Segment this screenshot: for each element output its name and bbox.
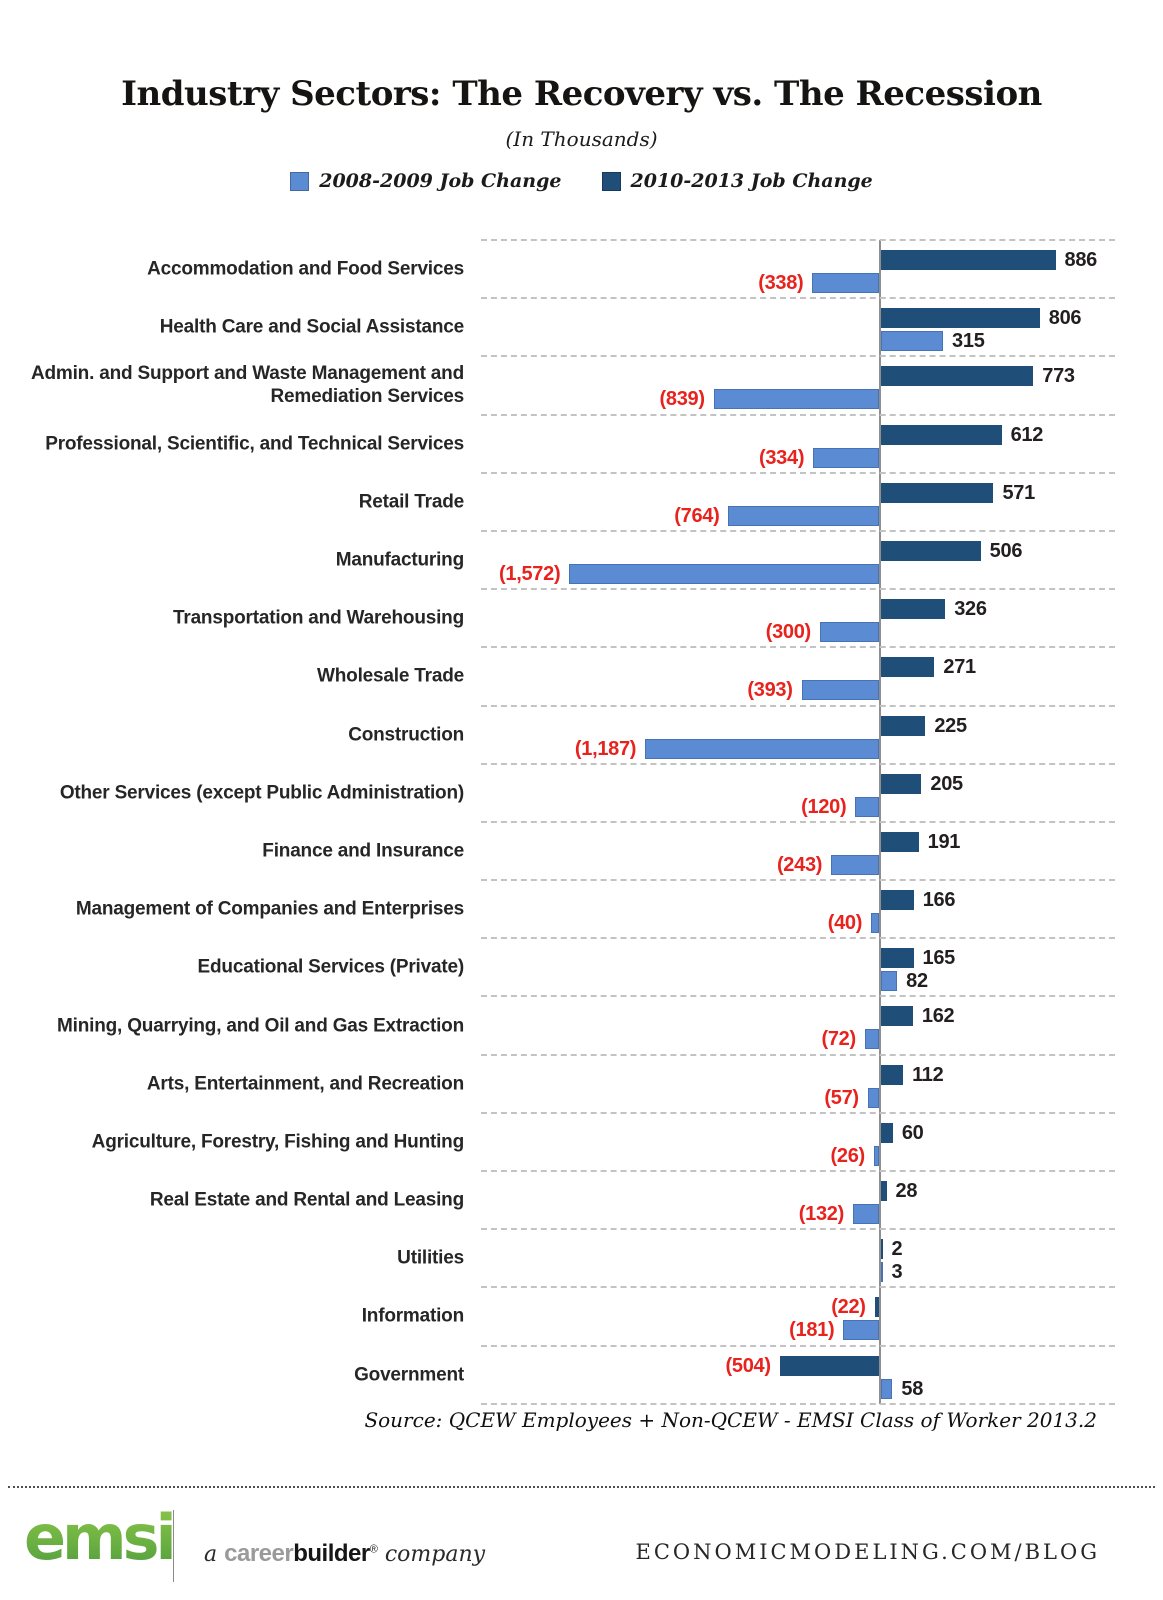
category-label: Other Services (except Public Administration) [59, 782, 464, 804]
footer-divider-line [8, 1486, 1155, 1488]
legend-swatch-2008-2009 [290, 172, 309, 191]
chart-row [0, 240, 1163, 298]
chart-row [0, 531, 1163, 589]
chart-row [0, 1171, 1163, 1229]
bar-2010-2013-job-change [881, 948, 914, 968]
bar-2010-2013-job-change [881, 716, 925, 736]
chart-row [0, 880, 1163, 938]
category-label: Information [361, 1305, 464, 1327]
value-label-2008-2009: (243) [776, 853, 823, 876]
chart-row [0, 356, 1163, 414]
chart-row [0, 822, 1163, 880]
chart-subtitle: (In Thousands) [505, 127, 658, 151]
emsi-logo: emsi [24, 1501, 173, 1574]
tagline-suffix: company [384, 1542, 486, 1567]
value-label-2008-2009: (181) [789, 1319, 835, 1342]
value-label-2010-2013: 166 [922, 889, 956, 912]
bar-2010-2013-job-change [780, 1356, 879, 1376]
category-label: Manufacturing [335, 549, 464, 571]
value-label-2008-2009: 58 [901, 1377, 924, 1400]
value-label-2008-2009: (120) [801, 795, 847, 818]
bar-2010-2013-job-change [881, 890, 914, 910]
bar-2008-2009-job-change [843, 1320, 879, 1340]
value-label-2010-2013: (504) [725, 1354, 771, 1377]
value-label-2010-2013: 162 [921, 1005, 955, 1028]
value-label-2010-2013: (22) [831, 1296, 866, 1319]
logo-separator [173, 1510, 174, 1582]
value-label-2008-2009: (1,572) [499, 562, 561, 585]
chart-legend [0, 170, 1163, 192]
bar-2010-2013-job-change [881, 250, 1056, 270]
bar-2008-2009-job-change [728, 506, 879, 526]
bar-2008-2009-job-change [645, 739, 879, 759]
legend-label-2008-2009: 2008-2009 Job Change [319, 170, 562, 192]
value-label-2010-2013: 112 [912, 1063, 944, 1086]
bar-2008-2009-job-change [881, 971, 897, 991]
value-label-2008-2009: 315 [952, 330, 985, 353]
category-label: Government [354, 1364, 464, 1386]
chart-row [0, 938, 1163, 996]
tagline-builder: builder [293, 1540, 370, 1567]
category-label: Finance and Insurance [262, 840, 464, 862]
bar-2008-2009-job-change [871, 913, 879, 933]
category-label: Arts, Entertainment, and Recreation [146, 1073, 464, 1095]
bar-2010-2013-job-change [881, 599, 945, 619]
value-label-2008-2009: (338) [758, 272, 804, 294]
value-label-2010-2013: 205 [930, 772, 963, 795]
category-label: Health Care and Social Assistance [159, 316, 464, 338]
bar-2010-2013-job-change [881, 657, 934, 677]
bar-2008-2009-job-change [820, 622, 879, 642]
bar-2010-2013-job-change [881, 366, 1033, 386]
bar-2008-2009-job-change [812, 273, 879, 293]
bar-2010-2013-job-change [881, 1181, 887, 1201]
value-label-2008-2009: (72) [821, 1028, 856, 1051]
tagline-prefix: a [204, 1542, 218, 1567]
value-label-2010-2013: 326 [954, 598, 987, 621]
bar-2008-2009-job-change [865, 1029, 879, 1049]
category-label: Utilities [397, 1247, 464, 1269]
bar-2010-2013-job-change [881, 1065, 903, 1085]
page-title: Industry Sectors: The Recovery vs. The Recession [121, 74, 1042, 114]
bar-2008-2009-job-change [868, 1088, 879, 1108]
chart-row [0, 764, 1163, 822]
bar-2008-2009-job-change [874, 1146, 879, 1166]
bar-2010-2013-job-change [881, 1006, 913, 1026]
value-label-2010-2013: 612 [1010, 423, 1044, 446]
chart-row [0, 1113, 1163, 1171]
value-label-2010-2013: 60 [901, 1121, 924, 1144]
value-label-2010-2013: 571 [1002, 481, 1035, 504]
value-label-2010-2013: 225 [934, 714, 967, 737]
value-label-2010-2013: 806 [1048, 307, 1082, 330]
chart-row [0, 1055, 1163, 1113]
value-label-2008-2009: (300) [765, 621, 811, 644]
value-label-2008-2009: (764) [674, 504, 720, 527]
chart-row [0, 706, 1163, 764]
careerbuilder-tagline [204, 1540, 485, 1568]
chart-row [0, 1229, 1163, 1287]
bar-2008-2009-job-change [881, 331, 943, 351]
category-label: Agriculture, Forestry, Fishing and Hunting [91, 1131, 464, 1153]
value-label-2010-2013: 886 [1064, 249, 1098, 271]
legend-label-2010-2013: 2010-2013 Job Change [630, 170, 873, 192]
category-label: Admin. and Support and Waste Management and Remediation Services [30, 363, 464, 408]
bar-2010-2013-job-change [881, 425, 1002, 445]
tagline-career: career [224, 1540, 294, 1567]
value-label-2008-2009: (132) [798, 1203, 844, 1225]
chart-row [0, 996, 1163, 1054]
registered-mark: ® [369, 1543, 378, 1556]
category-label: Accommodation and Food Services [147, 258, 464, 280]
chart-row [0, 589, 1163, 647]
bar-2008-2009-job-change [714, 389, 879, 409]
category-label: Real Estate and Rental and Leasing [149, 1189, 464, 1211]
value-label-2008-2009: (26) [830, 1144, 865, 1167]
value-label-2008-2009: (40) [827, 912, 863, 935]
bar-2008-2009-job-change [813, 448, 879, 468]
legend-item-2010-2013 [602, 170, 873, 192]
value-label-2008-2009: (839) [659, 388, 705, 411]
category-label: Retail Trade [358, 491, 464, 513]
blog-url: ECONOMICMODELING.COM/BLOG [635, 1540, 1100, 1564]
category-label: Educational Services (Private) [197, 956, 464, 978]
bar-2008-2009-job-change [881, 1262, 883, 1282]
value-label-2008-2009: 82 [906, 970, 928, 993]
bar-2010-2013-job-change [881, 483, 993, 503]
value-label-2008-2009: (1,187) [574, 737, 637, 760]
value-label-2010-2013: 165 [922, 947, 955, 970]
value-label-2010-2013: 28 [895, 1180, 918, 1202]
category-label: Transportation and Warehousing [173, 607, 464, 629]
value-label-2010-2013: 2 [891, 1238, 903, 1261]
bar-2008-2009-job-change [831, 855, 879, 875]
category-label: Mining, Quarrying, and Oil and Gas Extraction [57, 1015, 464, 1037]
chart-row [0, 1287, 1163, 1345]
category-label: Wholesale Trade [317, 665, 464, 687]
bar-2008-2009-job-change [802, 680, 879, 700]
bar-2008-2009-job-change [569, 564, 879, 584]
chart-row [0, 1346, 1163, 1404]
bar-2010-2013-job-change [881, 1239, 883, 1259]
category-label: Management of Companies and Enterprises [75, 898, 464, 920]
category-label: Professional, Scientific, and Technical Services [45, 433, 464, 455]
bar-2008-2009-job-change [853, 1204, 879, 1224]
bar-2010-2013-job-change [881, 832, 919, 852]
bar-chart [0, 240, 1163, 1404]
bar-2010-2013-job-change [881, 308, 1040, 328]
chart-row [0, 647, 1163, 705]
bar-2010-2013-job-change [881, 1123, 893, 1143]
value-label-2008-2009: (393) [747, 679, 793, 702]
value-label-2008-2009: (334) [759, 446, 805, 469]
value-label-2010-2013: 773 [1042, 365, 1075, 388]
value-label-2010-2013: 191 [927, 830, 961, 853]
value-label-2010-2013: 506 [989, 539, 1023, 562]
bar-2008-2009-job-change [855, 797, 879, 817]
legend-item-2008-2009 [290, 170, 561, 192]
source-note: Source: QCEW Employees + Non-QCEW - EMSI Class of Worker 2013.2 [364, 1408, 1097, 1432]
value-label-2010-2013: 271 [943, 656, 976, 679]
value-label-2008-2009: 3 [891, 1261, 903, 1284]
chart-row [0, 415, 1163, 473]
legend-swatch-2010-2013 [602, 172, 621, 191]
bar-2010-2013-job-change [875, 1297, 879, 1317]
chart-row [0, 298, 1163, 356]
bar-2010-2013-job-change [881, 774, 921, 794]
bar-2010-2013-job-change [881, 541, 981, 561]
category-label: Construction [348, 724, 464, 746]
value-label-2008-2009: (57) [824, 1086, 859, 1109]
bar-2008-2009-job-change [881, 1379, 892, 1399]
chart-row [0, 473, 1163, 531]
